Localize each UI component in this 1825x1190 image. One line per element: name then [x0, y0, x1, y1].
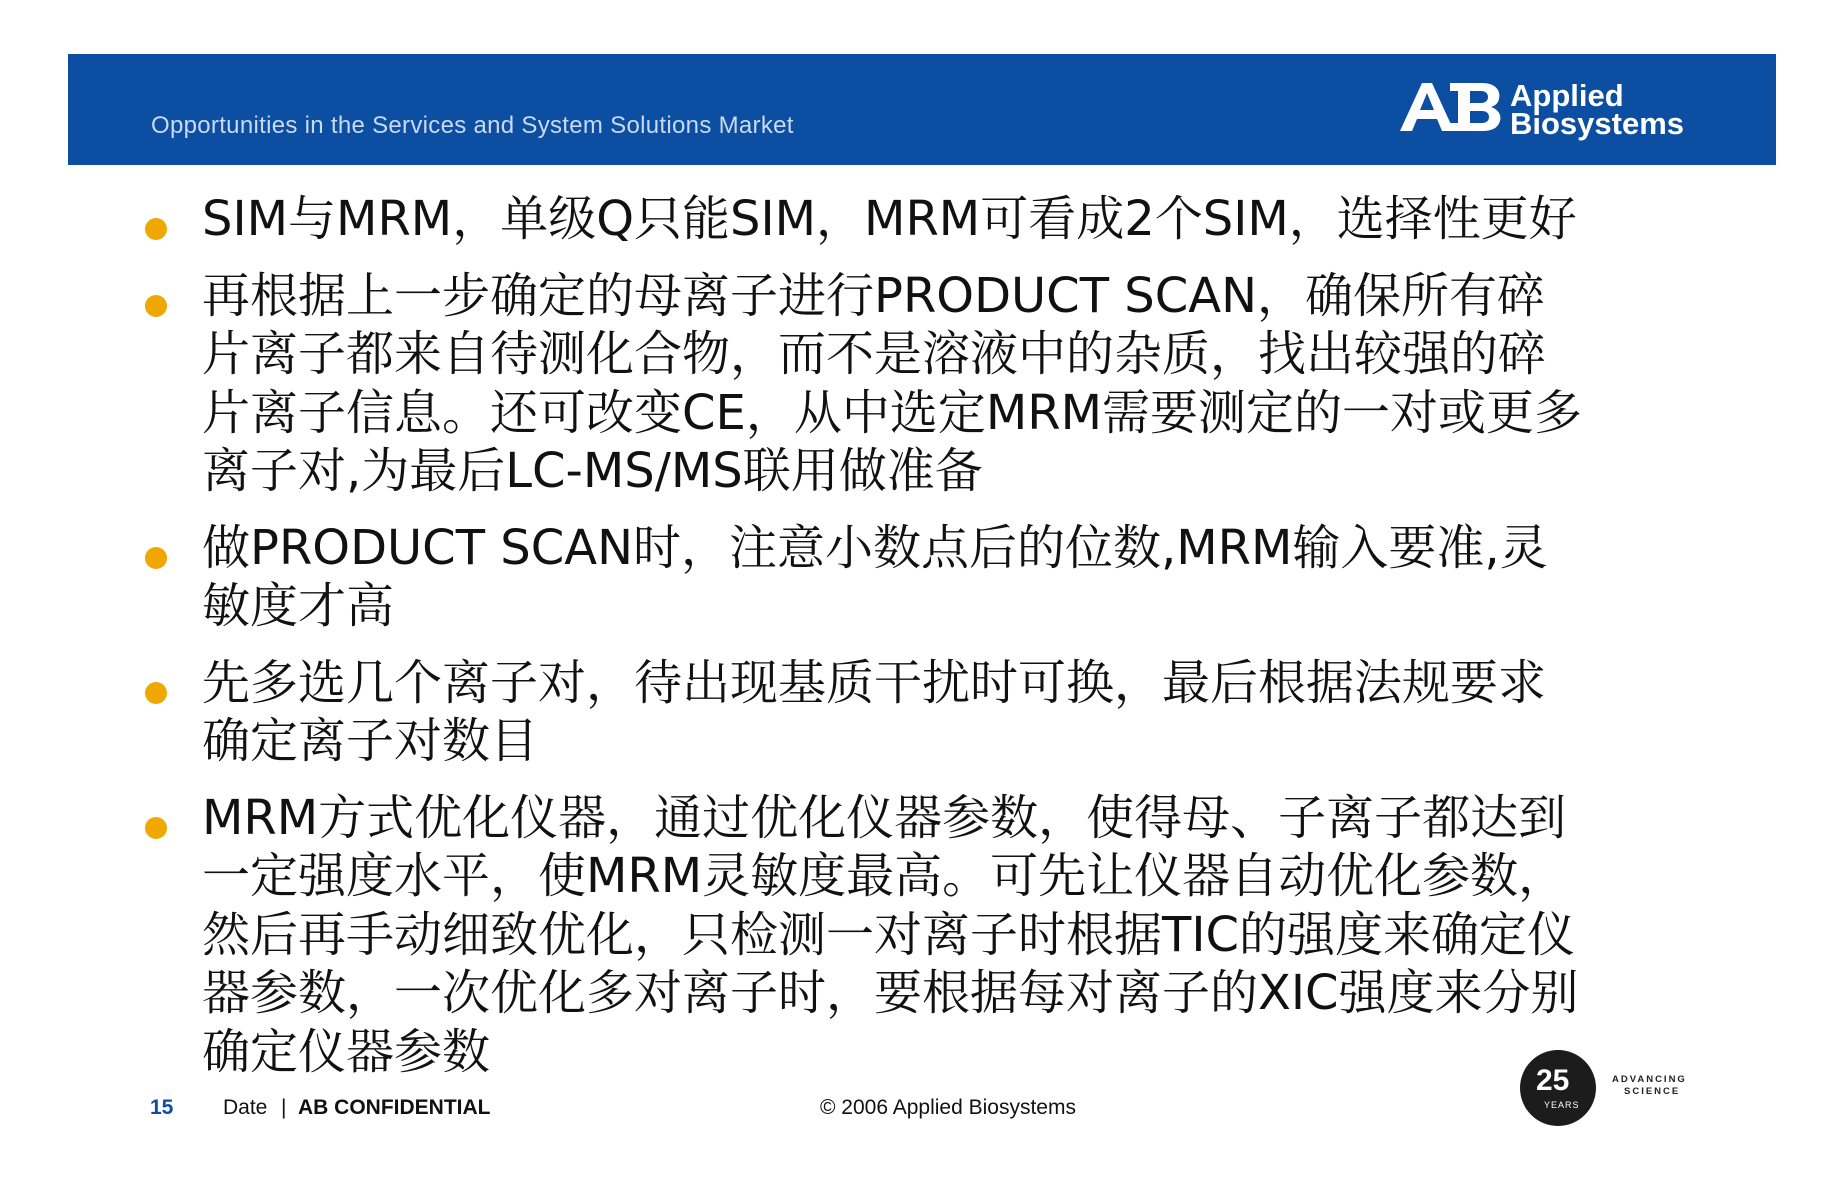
bullet-text: 再根据上一步确定的母离子进行PRODUCT SCAN，确保所有碎 片离子都来自待测化合物，而不是溶液中的杂质，找出较强的碎 片离子信息。还可改变CE，从中选定MRM需要测定的一对或更多 离子对,为最后LC-MS/MS联用做准备 [202, 267, 1583, 499]
badge-years: YEARS [1544, 1100, 1580, 1110]
badge-circle-icon [1520, 1050, 1596, 1126]
logo-line-biosystems: Biosystems [1510, 106, 1685, 141]
bullet-item [140, 654, 1700, 771]
bullet-item [140, 789, 1700, 1082]
bullet-text: MRM方式优化仪器，通过优化仪器参数，使得母、子离子都达到 一定强度水平，使MRM灵敏度最高。可先让仪器自动优化参数， 然后再手动细致优化，只检测一对离子时根据TIC的强度来确定仪 器参数，一次优化多对离子时，要根据每对离子的XIC强度来分别 确定仪器参数 [202, 789, 1579, 1080]
footer-copyright: © 2006 Applied Biosystems [820, 1096, 1076, 1119]
bullet-item [140, 267, 1700, 501]
page-number: 15 [150, 1096, 174, 1119]
badge-number: 25 [1536, 1064, 1570, 1097]
bullet-item [140, 190, 1700, 249]
bullet-text: 先多选几个离子对，待出现基质干扰时可换，最后根据法规要求 确定离子对数目 [202, 654, 1547, 769]
footer-confidential: AB CONFIDENTIAL [298, 1096, 491, 1119]
badge-science: SCIENCE [1624, 1086, 1681, 1097]
logo-line-applied: Applied [1510, 78, 1624, 113]
bullet-item [140, 519, 1700, 636]
bullet-text: 做PRODUCT SCAN时，注意小数点后的位数,MRM输入要准,灵 敏度才高 [202, 519, 1548, 634]
bullet-list [140, 190, 1700, 1099]
bullet-dot-icon [145, 547, 167, 569]
bullet-dot-icon [145, 682, 167, 704]
bullet-dot-icon [145, 817, 167, 839]
header-banner [68, 54, 1776, 165]
bullet-dot-icon [145, 218, 167, 240]
ab-logo-icon [1398, 79, 1506, 135]
header-subtitle: Opportunities in the Services and System Solutions Market [151, 112, 794, 139]
anniversary-badge [1520, 1050, 1720, 1126]
footer-date: Date [223, 1096, 268, 1119]
bullet-dot-icon [145, 295, 167, 317]
logo-wordmark [1510, 78, 1685, 141]
badge-advancing: ADVANCING [1612, 1074, 1687, 1085]
applied-biosystems-logo [1398, 79, 1698, 139]
bullet-text: SIM与MRM，单级Q只能SIM，MRM可看成2个SIM，选择性更好 [202, 191, 1577, 247]
footer-separator: | [281, 1096, 287, 1119]
